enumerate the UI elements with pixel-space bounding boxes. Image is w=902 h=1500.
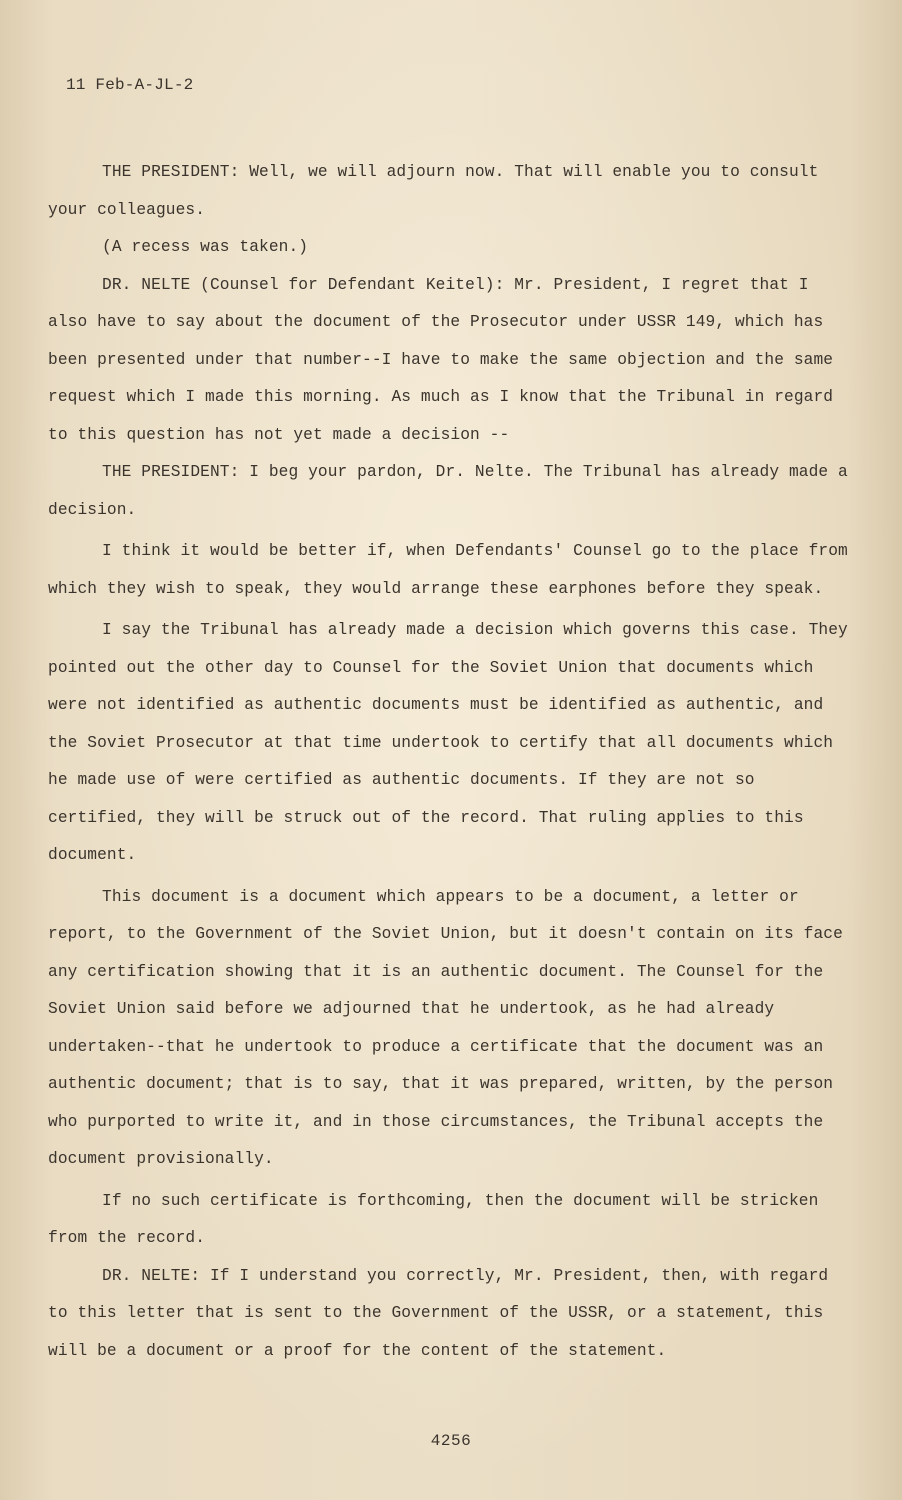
paragraph-president-adjourn: THE PRESIDENT: Well, we will adjourn now. That will enable you to consult your colleagues. [48,163,819,219]
paragraph-president-decision: THE PRESIDENT: I beg your pardon, Dr. Nelte. The Tribunal has already made a decision. [48,463,848,519]
document-header-code: 11 Feb-A-JL-2 [66,76,194,94]
paragraph-ruling: I say the Tribunal has already made a decision which governs this case. They pointed out the other day to Counsel for the Soviet Union that documents which were not identified as authentic documents must be identified as authentic, and the Soviet Prosecutor at that time undertook to certify that all documents which he made use of were certified as authentic documents. If they are not so certified, they will be struck out of the record. That ruling applies to this document. [48,621,848,864]
paragraph-earphones: I think it would be better if, when Defendants' Counsel go to the place from which they wish to speak, they would arrange these earphones before they speak. [48,542,848,598]
paragraph-certificate: If no such certificate is forthcoming, then the document will be stricken from the record. [48,1191,819,1247]
paragraph-nelte-objection: DR. NELTE (Counsel for Defendant Keitel): Mr. President, I regret that I also have to say about the document of the Prosecutor under USSR 149, which has been presented under that number--I have to make the same objection and the same request which I made this morning. As much as I know that the Tribunal in regard to this question has not yet made a decision -- [48,275,834,444]
paragraph-nelte-question: DR. NELTE: If I understand you correctly, Mr. President, then, with regard to this letter that is sent to the Government of the USSR, or a statement, this will be a document or a proof for the content of the statement. [48,1266,829,1360]
paragraph-document-description: This document is a document which appears to be a document, a letter or report, to the Government of the Soviet Union, but it doesn't contain on its face any certification showing that it is an authentic document. The Counsel for the Soviet Union said before we adjourned that he undertook, as he had already undertaken--that he undertook to produce a certificate that the document was an authentic document; that is to say, that it was prepared, written, by the person who purported to write it, and in those circumstances, the Tribunal accepts the document provisionally. [48,887,843,1168]
page-number: 4256 [430,1432,472,1450]
paragraph-recess: (A recess was taken.) [102,238,309,256]
transcript-body [48,154,848,1370]
